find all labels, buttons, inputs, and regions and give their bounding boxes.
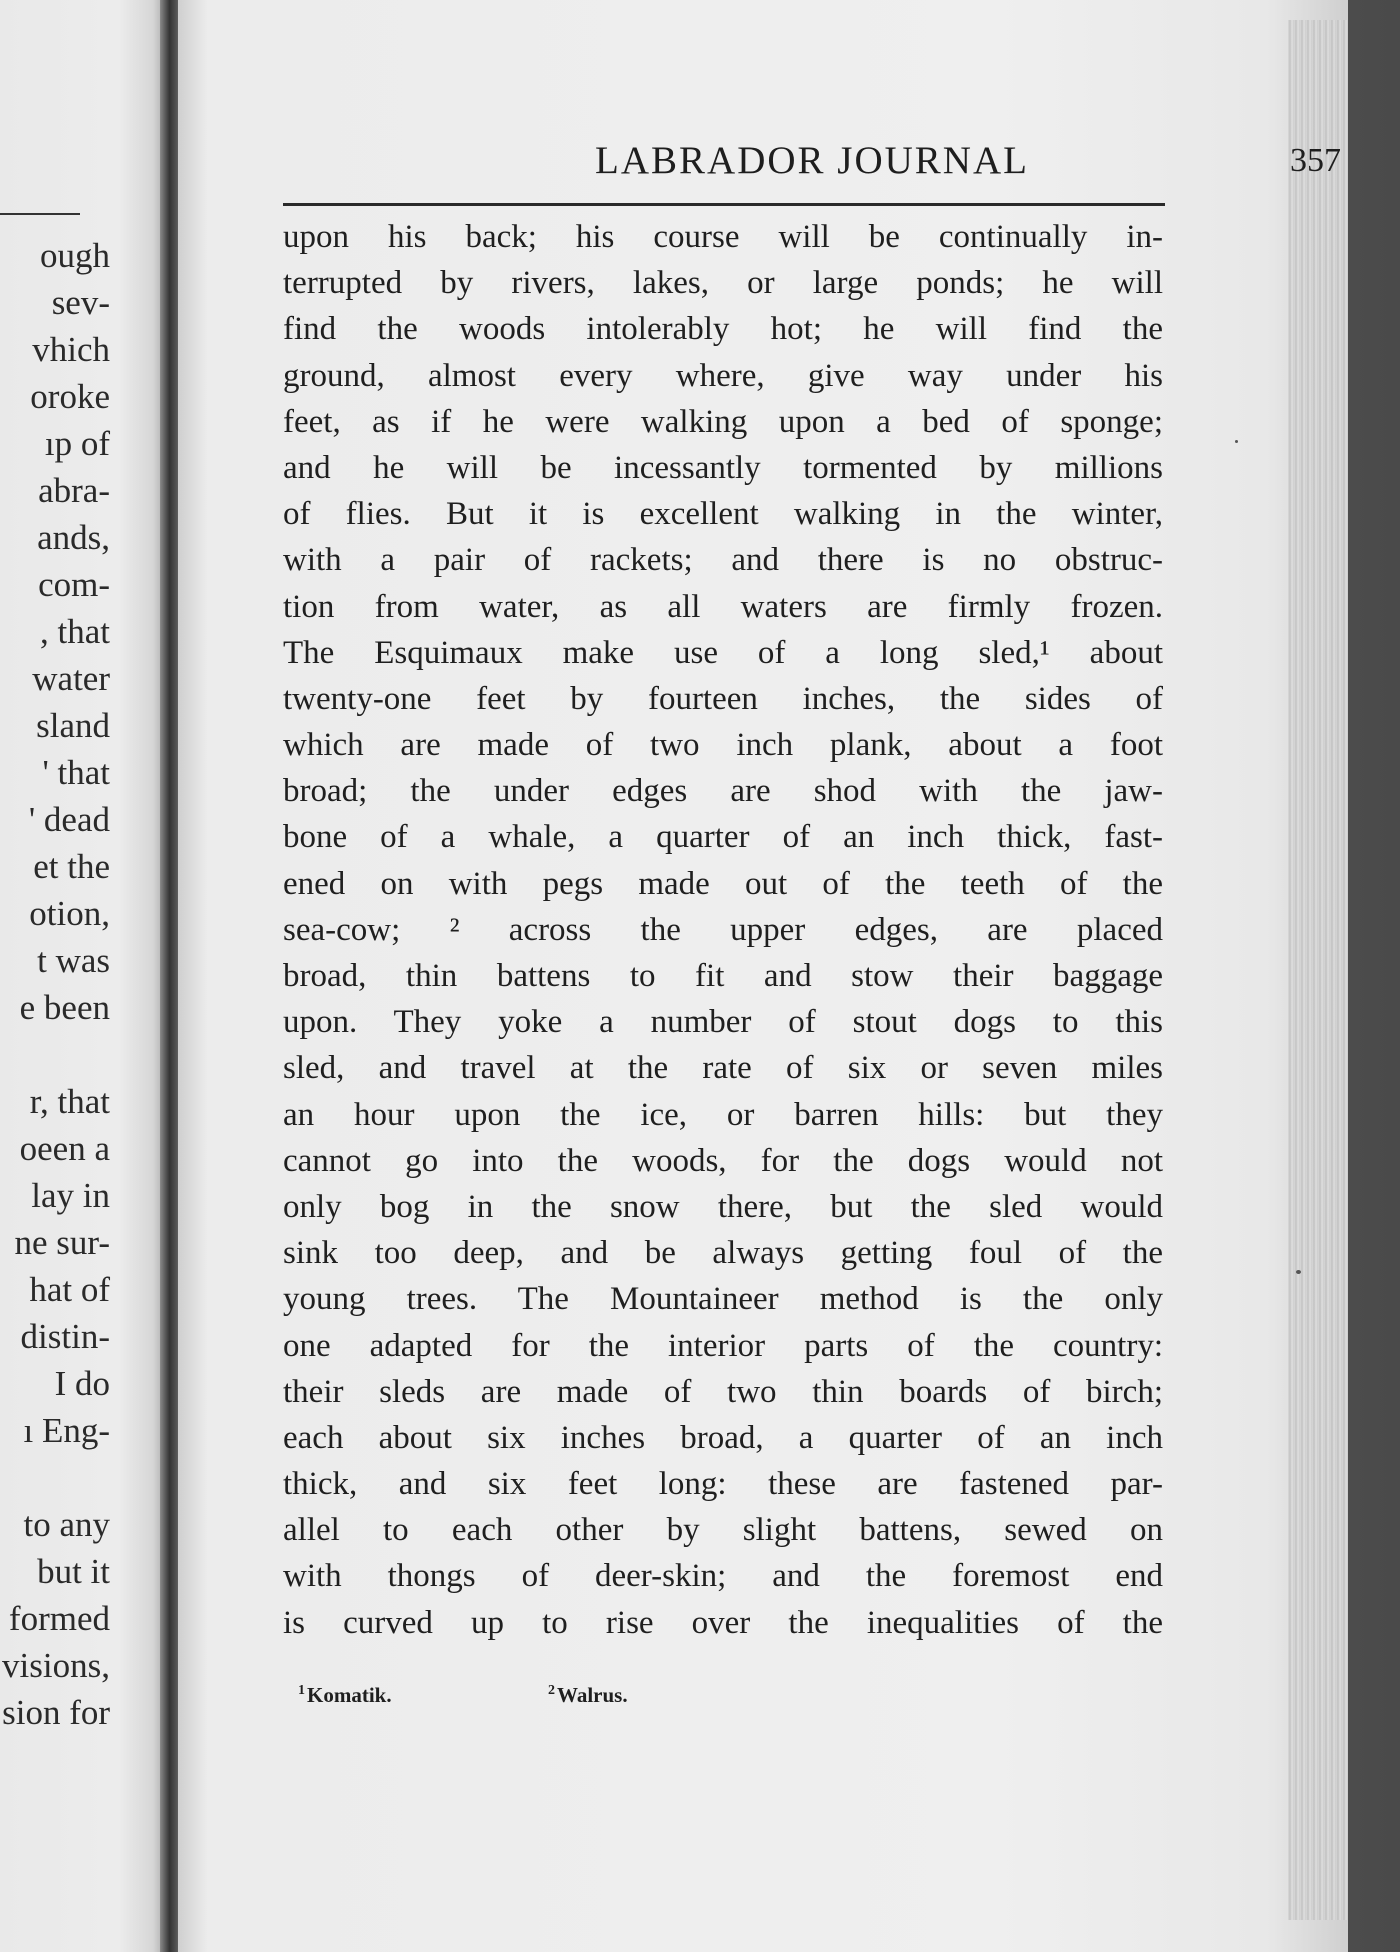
text-line: one adapted for the interior parts of the country: (283, 1327, 1163, 1364)
text-line: tion from water, as all waters are firmly frozen. (283, 588, 1163, 625)
footnote-marker: 1 (298, 1683, 305, 1698)
left-page-line: otion, (29, 894, 110, 933)
left-page-line (0, 1454, 110, 1501)
left-page-line: oeen a (19, 1129, 110, 1168)
text-line: cannot go into the woods, for the dogs would not (283, 1142, 1163, 1179)
text-line: ground, almost every where, give way under his (283, 357, 1163, 394)
page-number: 357 (1290, 142, 1341, 179)
left-page-line: t was (37, 941, 110, 980)
footnote-text: Komatik. (307, 1683, 392, 1707)
left-facing-page (0, 0, 170, 1952)
text-line: find the woods intolerably hot; he will find the (283, 311, 1163, 348)
left-page-line: visions, (2, 1646, 110, 1685)
text-line: feet, as if he were walking upon a bed of sponge; (283, 403, 1163, 440)
left-page-line: ' dead (28, 800, 110, 839)
text-line: ened on with pegs made out of the teeth of the (283, 865, 1163, 902)
left-page-line: sev- (51, 283, 110, 322)
left-page-line: e been (19, 988, 110, 1027)
page-header (283, 132, 1341, 204)
left-page-line: ough (40, 236, 110, 275)
text-line: with a pair of rackets; and there is no obstruc- (283, 542, 1163, 579)
paper-speck (1296, 1270, 1301, 1274)
left-page-line: I do (54, 1364, 110, 1403)
text-line: upon his back; his course will be continually in- (283, 219, 1163, 255)
left-page-line: ands, (37, 518, 110, 557)
left-page-line: vhich (32, 330, 110, 369)
left-page-line: to any (23, 1505, 110, 1544)
footnote-2 (548, 1683, 628, 1708)
left-page-line: , that (40, 612, 110, 651)
text-line: their sleds are made of two thin boards of birch; (283, 1373, 1163, 1410)
left-page-line: oroke (30, 377, 110, 416)
left-page-line (0, 1031, 110, 1078)
text-line: each about six inches broad, a quarter of an inch (283, 1419, 1163, 1456)
text-line: with thongs of deer-skin; and the foremost end (283, 1558, 1163, 1595)
left-page-line: sion for (2, 1693, 110, 1732)
footnote-marker: 2 (548, 1683, 555, 1698)
text-line: broad, thin battens to fit and stow their baggage (283, 958, 1163, 994)
text-line: sled, and travel at the rate of six or seven miles (283, 1050, 1163, 1087)
text-line: which are made of two inch plank, about a foot (283, 727, 1163, 764)
left-page-line: r, that (29, 1082, 110, 1121)
text-line: The Esquimaux make use of a long sled,¹ about (283, 634, 1163, 671)
left-page-line: com- (38, 565, 110, 604)
left-page-rule (0, 213, 80, 215)
text-line: of flies. But it is excellent walking in the winter, (283, 496, 1163, 533)
text-line: upon. They yoke a number of stout dogs to this (283, 1004, 1163, 1041)
left-page-line: but it (37, 1552, 110, 1591)
left-page-line: et the (33, 847, 110, 886)
left-page-line: abra- (38, 471, 110, 510)
text-line: an hour upon the ice, or barren hills: but they (283, 1096, 1163, 1133)
header-rule (283, 203, 1165, 206)
left-page-line: ı Eng- (23, 1411, 110, 1450)
footnote-1 (298, 1683, 392, 1708)
left-page-line: ' that (42, 753, 110, 792)
left-page-line: lay in (31, 1176, 110, 1215)
text-line: young trees. The Mountaineer method is the only (283, 1281, 1163, 1318)
text-line: bone of a whale, a quarter of an inch thick, fast- (283, 819, 1163, 856)
text-line: sea-cow; ² across the upper edges, are placed (283, 911, 1163, 948)
right-page (178, 0, 1348, 1952)
left-page-line: sland (36, 706, 110, 745)
text-line: allel to each other by slight battens, sewed on (283, 1512, 1163, 1549)
running-title: LABRADOR JOURNAL (595, 139, 1029, 182)
left-page-text (0, 232, 110, 1736)
text-line: terrupted by rivers, lakes, or large ponds; he will (283, 265, 1163, 302)
text-line: thick, and six feet long: these are fastened par- (283, 1466, 1163, 1503)
paper-speck (1235, 440, 1238, 443)
left-page-line: distin- (20, 1317, 110, 1356)
left-page-line: formed (8, 1599, 110, 1638)
text-line: and he will be incessantly tormented by millions (283, 449, 1163, 486)
left-page-line: ıp of (44, 424, 110, 463)
text-line: twenty-one feet by fourteen inches, the sides of (283, 680, 1163, 717)
text-line: broad; the under edges are shod with the jaw- (283, 773, 1163, 810)
text-line: sink too deep, and be always getting foul of the (283, 1235, 1163, 1272)
left-page-line: water (32, 659, 110, 698)
footnote-text: Walrus. (557, 1683, 628, 1707)
left-page-line: hat of (29, 1270, 110, 1309)
text-line: is curved up to rise over the inequalities of the (283, 1604, 1163, 1641)
body-text (283, 214, 1163, 1646)
page-edges (1288, 20, 1348, 1920)
text-line: only bog in the snow there, but the sled would (283, 1188, 1163, 1225)
left-page-line: ne sur- (14, 1223, 110, 1262)
